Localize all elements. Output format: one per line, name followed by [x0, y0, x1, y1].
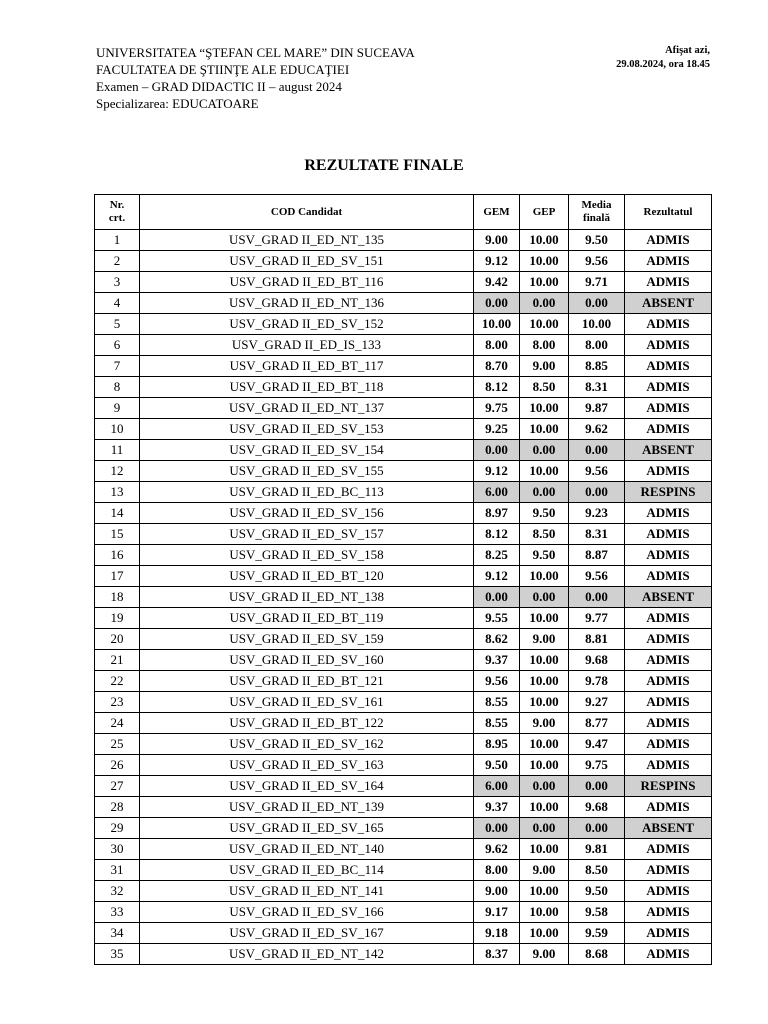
gep-score: 10.00 [520, 650, 569, 671]
result-status: ABSENT [625, 587, 712, 608]
gem-score: 10.00 [474, 314, 520, 335]
gem-score: 9.25 [474, 419, 520, 440]
candidate-code: USV_GRAD II_ED_NT_139 [140, 797, 474, 818]
result-status: ADMIS [625, 230, 712, 251]
table-row [95, 482, 712, 503]
row-number: 16 [95, 545, 140, 566]
candidate-code: USV_GRAD II_ED_SV_155 [140, 461, 474, 482]
table-row [95, 692, 712, 713]
gem-score: 0.00 [474, 293, 520, 314]
final-average: 0.00 [569, 776, 625, 797]
result-status: ADMIS [625, 734, 712, 755]
row-number: 23 [95, 692, 140, 713]
final-average: 9.62 [569, 419, 625, 440]
gem-score: 9.37 [474, 797, 520, 818]
candidate-code: USV_GRAD II_ED_NT_138 [140, 587, 474, 608]
candidate-code: USV_GRAD II_ED_SV_151 [140, 251, 474, 272]
final-average: 9.59 [569, 923, 625, 944]
gem-score: 8.12 [474, 377, 520, 398]
table-row [95, 902, 712, 923]
gep-score: 8.50 [520, 377, 569, 398]
candidate-code: USV_GRAD II_ED_SV_157 [140, 524, 474, 545]
table-row [95, 839, 712, 860]
row-number: 20 [95, 629, 140, 650]
gem-score: 9.00 [474, 230, 520, 251]
final-average: 0.00 [569, 818, 625, 839]
gem-score: 6.00 [474, 482, 520, 503]
final-average: 9.78 [569, 671, 625, 692]
final-average: 0.00 [569, 293, 625, 314]
gep-score: 10.00 [520, 839, 569, 860]
gep-score: 10.00 [520, 881, 569, 902]
gep-score: 9.50 [520, 545, 569, 566]
result-status: ADMIS [625, 608, 712, 629]
result-status: ADMIS [625, 650, 712, 671]
result-status: RESPINS [625, 482, 712, 503]
gep-score: 8.50 [520, 524, 569, 545]
gep-score: 10.00 [520, 797, 569, 818]
col-header-gep: GEP [520, 195, 569, 230]
gem-score: 9.37 [474, 650, 520, 671]
gep-score: 10.00 [520, 230, 569, 251]
result-status: ADMIS [625, 902, 712, 923]
table-row [95, 398, 712, 419]
gep-score: 10.00 [520, 902, 569, 923]
result-status: ADMIS [625, 566, 712, 587]
final-average: 8.77 [569, 713, 625, 734]
faculty-name: FACULTATEA DE ŞTIINŢE ALE EDUCAŢIEI [96, 62, 350, 77]
gem-score: 8.00 [474, 860, 520, 881]
posted-date: 29.08.2024, ora 18.45 [616, 59, 710, 70]
result-status: ADMIS [625, 692, 712, 713]
results-table [94, 194, 712, 965]
gep-score: 9.00 [520, 944, 569, 965]
col-header-media: Media finală [569, 195, 625, 230]
gem-score: 9.17 [474, 902, 520, 923]
result-status: ADMIS [625, 629, 712, 650]
gem-score: 9.42 [474, 272, 520, 293]
gem-score: 6.00 [474, 776, 520, 797]
table-row [95, 734, 712, 755]
result-status: ADMIS [625, 461, 712, 482]
row-number: 28 [95, 797, 140, 818]
result-status: ADMIS [625, 377, 712, 398]
candidate-code: USV_GRAD II_ED_SV_156 [140, 503, 474, 524]
row-number: 10 [95, 419, 140, 440]
candidate-code: USV_GRAD II_ED_BT_118 [140, 377, 474, 398]
result-status: ADMIS [625, 671, 712, 692]
gep-score: 10.00 [520, 461, 569, 482]
result-status: RESPINS [625, 776, 712, 797]
gep-score: 10.00 [520, 314, 569, 335]
result-status: ADMIS [625, 755, 712, 776]
table-row [95, 314, 712, 335]
candidate-code: USV_GRAD II_ED_SV_163 [140, 755, 474, 776]
table-header-row [95, 195, 712, 230]
row-number: 21 [95, 650, 140, 671]
result-status: ADMIS [625, 524, 712, 545]
gep-score: 0.00 [520, 776, 569, 797]
table-row [95, 776, 712, 797]
gep-score: 0.00 [520, 818, 569, 839]
candidate-code: USV_GRAD II_ED_BC_114 [140, 860, 474, 881]
gep-score: 0.00 [520, 587, 569, 608]
gem-score: 8.55 [474, 713, 520, 734]
col-header-code: COD Candidat [140, 195, 474, 230]
results-body [95, 230, 712, 965]
result-status: ADMIS [625, 272, 712, 293]
final-average: 9.77 [569, 608, 625, 629]
gem-score: 9.12 [474, 461, 520, 482]
row-number: 6 [95, 335, 140, 356]
result-status: ADMIS [625, 356, 712, 377]
row-number: 35 [95, 944, 140, 965]
table-row [95, 944, 712, 965]
gep-score: 9.00 [520, 713, 569, 734]
table-row [95, 440, 712, 461]
gep-score: 0.00 [520, 440, 569, 461]
candidate-code: USV_GRAD II_ED_NT_141 [140, 881, 474, 902]
candidate-code: USV_GRAD II_ED_NT_136 [140, 293, 474, 314]
gem-score: 8.12 [474, 524, 520, 545]
final-average: 9.23 [569, 503, 625, 524]
gep-score: 10.00 [520, 671, 569, 692]
gep-score: 10.00 [520, 692, 569, 713]
candidate-code: USV_GRAD II_ED_BT_121 [140, 671, 474, 692]
final-average: 8.85 [569, 356, 625, 377]
result-status: ABSENT [625, 293, 712, 314]
result-status: ADMIS [625, 944, 712, 965]
final-average: 9.56 [569, 461, 625, 482]
candidate-code: USV_GRAD II_ED_SV_167 [140, 923, 474, 944]
posted-label: Afişat azi, [665, 45, 710, 56]
candidate-code: USV_GRAD II_ED_BT_116 [140, 272, 474, 293]
candidate-code: USV_GRAD II_ED_NT_140 [140, 839, 474, 860]
table-row [95, 650, 712, 671]
row-number: 4 [95, 293, 140, 314]
gem-score: 9.62 [474, 839, 520, 860]
institution-header [96, 44, 415, 112]
university-name: UNIVERSITATEA “ŞTEFAN CEL MARE” DIN SUCEAVA [96, 45, 415, 60]
result-status: ADMIS [625, 713, 712, 734]
final-average: 8.81 [569, 629, 625, 650]
row-number: 15 [95, 524, 140, 545]
gem-score: 9.00 [474, 881, 520, 902]
candidate-code: USV_GRAD II_ED_SV_153 [140, 419, 474, 440]
candidate-code: USV_GRAD II_ED_SV_154 [140, 440, 474, 461]
col-header-gem: GEM [474, 195, 520, 230]
row-number: 12 [95, 461, 140, 482]
candidate-code: USV_GRAD II_ED_SV_159 [140, 629, 474, 650]
row-number: 19 [95, 608, 140, 629]
gem-score: 0.00 [474, 440, 520, 461]
candidate-code: USV_GRAD II_ED_SV_165 [140, 818, 474, 839]
gep-score: 10.00 [520, 566, 569, 587]
candidate-code: USV_GRAD II_ED_BC_113 [140, 482, 474, 503]
result-status: ADMIS [625, 797, 712, 818]
posted-notice [616, 44, 710, 72]
row-number: 25 [95, 734, 140, 755]
final-average: 9.58 [569, 902, 625, 923]
final-average: 9.56 [569, 251, 625, 272]
final-average: 9.71 [569, 272, 625, 293]
table-row [95, 713, 712, 734]
final-average: 9.56 [569, 566, 625, 587]
final-average: 9.50 [569, 230, 625, 251]
table-row [95, 755, 712, 776]
gep-score: 9.00 [520, 356, 569, 377]
table-row [95, 797, 712, 818]
candidate-code: USV_GRAD II_ED_SV_152 [140, 314, 474, 335]
result-status: ABSENT [625, 440, 712, 461]
table-row [95, 230, 712, 251]
gep-score: 10.00 [520, 755, 569, 776]
result-status: ADMIS [625, 545, 712, 566]
final-average: 8.00 [569, 335, 625, 356]
result-status: ADMIS [625, 923, 712, 944]
gep-score: 10.00 [520, 734, 569, 755]
candidate-code: USV_GRAD II_ED_BT_122 [140, 713, 474, 734]
candidate-code: USV_GRAD II_ED_BT_120 [140, 566, 474, 587]
gem-score: 8.37 [474, 944, 520, 965]
table-row [95, 461, 712, 482]
gep-score: 9.50 [520, 503, 569, 524]
row-number: 24 [95, 713, 140, 734]
gem-score: 0.00 [474, 818, 520, 839]
table-row [95, 503, 712, 524]
final-average: 0.00 [569, 482, 625, 503]
result-status: ADMIS [625, 335, 712, 356]
candidate-code: USV_GRAD II_ED_SV_162 [140, 734, 474, 755]
gep-score: 10.00 [520, 251, 569, 272]
final-average: 8.87 [569, 545, 625, 566]
final-average: 9.27 [569, 692, 625, 713]
specialization: Specializarea: EDUCATOARE [96, 96, 259, 111]
candidate-code: USV_GRAD II_ED_NT_135 [140, 230, 474, 251]
table-row [95, 587, 712, 608]
row-number: 2 [95, 251, 140, 272]
table-row [95, 419, 712, 440]
gem-score: 8.70 [474, 356, 520, 377]
gem-score: 8.25 [474, 545, 520, 566]
row-number: 34 [95, 923, 140, 944]
table-row [95, 923, 712, 944]
result-status: ADMIS [625, 419, 712, 440]
gem-score: 8.95 [474, 734, 520, 755]
row-number: 11 [95, 440, 140, 461]
table-row [95, 671, 712, 692]
gep-score: 10.00 [520, 923, 569, 944]
gep-score: 9.00 [520, 860, 569, 881]
gem-score: 9.75 [474, 398, 520, 419]
row-number: 14 [95, 503, 140, 524]
gep-score: 0.00 [520, 482, 569, 503]
gep-score: 10.00 [520, 419, 569, 440]
table-row [95, 881, 712, 902]
final-average: 9.47 [569, 734, 625, 755]
gem-score: 9.12 [474, 251, 520, 272]
gep-score: 10.00 [520, 398, 569, 419]
row-number: 13 [95, 482, 140, 503]
final-average: 10.00 [569, 314, 625, 335]
table-row [95, 566, 712, 587]
candidate-code: USV_GRAD II_ED_NT_142 [140, 944, 474, 965]
gem-score: 9.12 [474, 566, 520, 587]
final-average: 9.50 [569, 881, 625, 902]
gep-score: 9.00 [520, 629, 569, 650]
final-average: 8.50 [569, 860, 625, 881]
table-row [95, 545, 712, 566]
candidate-code: USV_GRAD II_ED_SV_158 [140, 545, 474, 566]
final-average: 9.75 [569, 755, 625, 776]
result-status: ADMIS [625, 251, 712, 272]
candidate-code: USV_GRAD II_ED_IS_133 [140, 335, 474, 356]
gep-score: 10.00 [520, 272, 569, 293]
row-number: 9 [95, 398, 140, 419]
table-row [95, 356, 712, 377]
row-number: 3 [95, 272, 140, 293]
table-row [95, 335, 712, 356]
final-average: 8.31 [569, 377, 625, 398]
exam-name: Examen – GRAD DIDACTIC II – august 2024 [96, 79, 342, 94]
table-row [95, 272, 712, 293]
row-number: 26 [95, 755, 140, 776]
final-average: 9.68 [569, 650, 625, 671]
gem-score: 8.00 [474, 335, 520, 356]
candidate-code: USV_GRAD II_ED_SV_164 [140, 776, 474, 797]
final-average: 0.00 [569, 587, 625, 608]
table-row [95, 251, 712, 272]
gem-score: 8.55 [474, 692, 520, 713]
result-status: ADMIS [625, 314, 712, 335]
result-status: ABSENT [625, 818, 712, 839]
final-average: 9.87 [569, 398, 625, 419]
final-average: 9.68 [569, 797, 625, 818]
row-number: 8 [95, 377, 140, 398]
result-status: ADMIS [625, 503, 712, 524]
row-number: 29 [95, 818, 140, 839]
row-number: 32 [95, 881, 140, 902]
table-row [95, 293, 712, 314]
gem-score: 9.18 [474, 923, 520, 944]
candidate-code: USV_GRAD II_ED_SV_161 [140, 692, 474, 713]
table-row [95, 608, 712, 629]
gep-score: 10.00 [520, 608, 569, 629]
table-row [95, 860, 712, 881]
row-number: 18 [95, 587, 140, 608]
row-number: 17 [95, 566, 140, 587]
gem-score: 8.97 [474, 503, 520, 524]
candidate-code: USV_GRAD II_ED_SV_166 [140, 902, 474, 923]
row-number: 7 [95, 356, 140, 377]
table-row [95, 629, 712, 650]
final-average: 0.00 [569, 440, 625, 461]
gem-score: 9.55 [474, 608, 520, 629]
candidate-code: USV_GRAD II_ED_SV_160 [140, 650, 474, 671]
final-average: 8.68 [569, 944, 625, 965]
candidate-code: USV_GRAD II_ED_BT_119 [140, 608, 474, 629]
result-status: ADMIS [625, 839, 712, 860]
result-status: ADMIS [625, 860, 712, 881]
final-average: 9.81 [569, 839, 625, 860]
page-title: REZULTATE FINALE [304, 157, 464, 174]
gem-score: 9.50 [474, 755, 520, 776]
gem-score: 8.62 [474, 629, 520, 650]
gem-score: 0.00 [474, 587, 520, 608]
final-average: 8.31 [569, 524, 625, 545]
row-number: 22 [95, 671, 140, 692]
row-number: 5 [95, 314, 140, 335]
result-status: ADMIS [625, 881, 712, 902]
row-number: 33 [95, 902, 140, 923]
row-number: 30 [95, 839, 140, 860]
result-status: ADMIS [625, 398, 712, 419]
col-header-result: Rezultatul [625, 195, 712, 230]
row-number: 27 [95, 776, 140, 797]
candidate-code: USV_GRAD II_ED_BT_117 [140, 356, 474, 377]
table-row [95, 818, 712, 839]
row-number: 31 [95, 860, 140, 881]
table-row [95, 524, 712, 545]
row-number: 1 [95, 230, 140, 251]
gep-score: 0.00 [520, 293, 569, 314]
col-header-nr: Nr. crt. [95, 195, 140, 230]
gem-score: 9.56 [474, 671, 520, 692]
table-row [95, 377, 712, 398]
candidate-code: USV_GRAD II_ED_NT_137 [140, 398, 474, 419]
gep-score: 8.00 [520, 335, 569, 356]
